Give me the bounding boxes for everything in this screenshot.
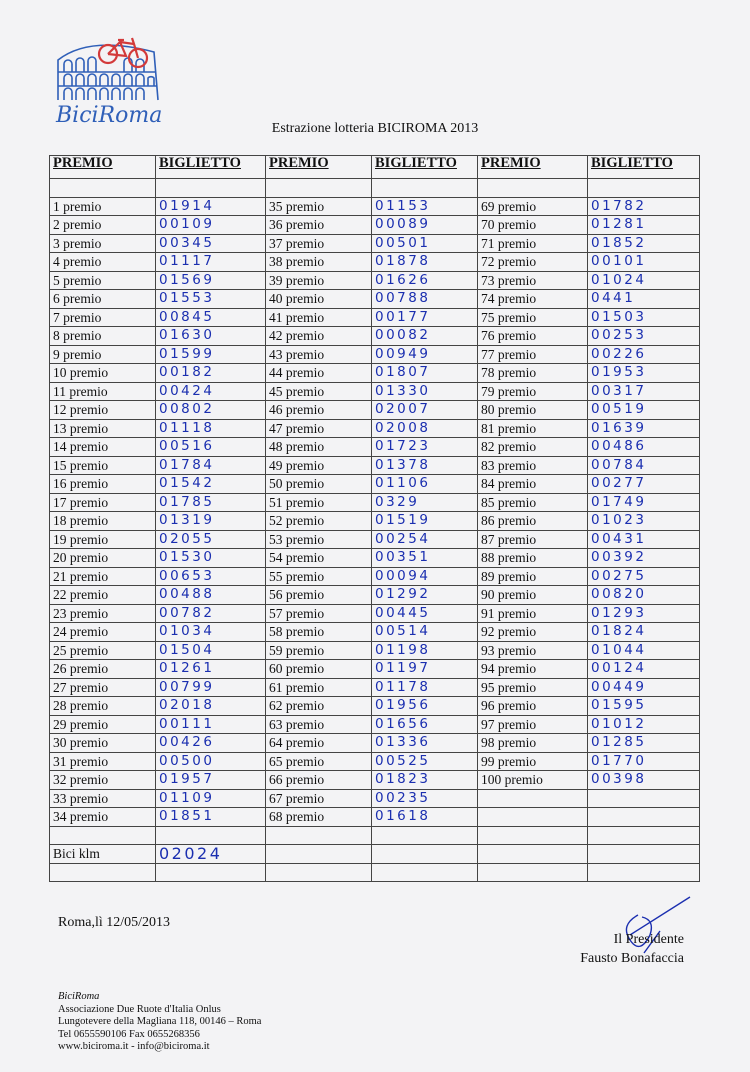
table-header-row [50, 156, 700, 179]
prize-label: 30 premio [50, 734, 156, 753]
prize-label: 79 premio [478, 382, 588, 401]
prize-label: 47 premio [266, 419, 372, 438]
prize-label: 78 premio [478, 364, 588, 383]
prize-label: 92 premio [478, 623, 588, 642]
prize-label: 31 premio [50, 752, 156, 771]
ticket-number: 00802 [156, 401, 266, 420]
ticket-number: 01599 [156, 345, 266, 364]
prize-label: 42 premio [266, 327, 372, 346]
ticket-number [588, 808, 700, 827]
table-row [50, 715, 700, 734]
prize-label: 8 premio [50, 327, 156, 346]
ticket-number: 02055 [156, 530, 266, 549]
prize-label: 9 premio [50, 345, 156, 364]
ticket-number: 01034 [156, 623, 266, 642]
ticket-number: 00277 [588, 475, 700, 494]
prize-label: 67 premio [266, 789, 372, 808]
ticket-number: 01749 [588, 493, 700, 512]
prize-label: 26 premio [50, 660, 156, 679]
header-biglietto: BIGLIETTO [372, 156, 478, 179]
prize-label: 63 premio [266, 715, 372, 734]
ticket-number: 01553 [156, 290, 266, 309]
ticket-number: 01782 [588, 197, 700, 216]
ticket-number: 00351 [372, 549, 478, 568]
ticket-number: 00949 [372, 345, 478, 364]
prize-label: 45 premio [266, 382, 372, 401]
table-row [50, 752, 700, 771]
svg-text:BiciRoma: BiciRoma [56, 103, 163, 128]
footer-line: www.biciroma.it - info@biciroma.it [58, 1041, 210, 1052]
ticket-number: 01639 [588, 419, 700, 438]
signature-role: Il Presidente [613, 932, 684, 947]
footer-line: Tel 0655590106 Fax 0655268356 [58, 1028, 200, 1040]
ticket-number: 01630 [156, 327, 266, 346]
ticket-number: 01784 [156, 456, 266, 475]
prize-label: 3 premio [50, 234, 156, 253]
prize-label: 15 premio [50, 456, 156, 475]
ticket-number: 01281 [588, 216, 700, 235]
prize-label: 21 premio [50, 567, 156, 586]
prize-label: 96 premio [478, 697, 588, 716]
prize-label: 54 premio [266, 549, 372, 568]
prize-label: 94 premio [478, 660, 588, 679]
ticket-number: 00182 [156, 364, 266, 383]
footer-line: Lungotevere della Magliana 118, 00146 – Roma [58, 1016, 262, 1027]
spacer-row [50, 179, 700, 198]
ticket-number: 01330 [372, 382, 478, 401]
prize-label: 5 premio [50, 271, 156, 290]
table-row [50, 216, 700, 235]
ticket-number: 00089 [372, 216, 478, 235]
table-row [50, 456, 700, 475]
prize-label: 75 premio [478, 308, 588, 327]
prize-label: 91 premio [478, 604, 588, 623]
lottery-table [49, 155, 700, 882]
prize-label: 51 premio [266, 493, 372, 512]
footer-line: Associazione Due Ruote d'Italia Onlus [58, 1003, 221, 1015]
table-row [50, 475, 700, 494]
prize-label: 60 premio [266, 660, 372, 679]
table-row [50, 623, 700, 642]
ticket-number: 00082 [372, 327, 478, 346]
ticket-number: 0441 [588, 290, 700, 309]
ticket-number: 00788 [372, 290, 478, 309]
table-row [50, 234, 700, 253]
prize-label: 84 premio [478, 475, 588, 494]
ticket-number: 01118 [156, 419, 266, 438]
ticket-number: 00177 [372, 308, 478, 327]
ticket-number: 00525 [372, 752, 478, 771]
prize-label: 86 premio [478, 512, 588, 531]
prize-label: 49 premio [266, 456, 372, 475]
prize-label: 12 premio [50, 401, 156, 420]
table-row [50, 734, 700, 753]
prize-label: 99 premio [478, 752, 588, 771]
ticket-number: 0329 [372, 493, 478, 512]
ticket-number: 01785 [156, 493, 266, 512]
prize-label: 64 premio [266, 734, 372, 753]
ticket-number: 01530 [156, 549, 266, 568]
ticket-number: 00101 [588, 253, 700, 272]
prize-label: 6 premio [50, 290, 156, 309]
prize-label: 70 premio [478, 216, 588, 235]
prize-label: 73 premio [478, 271, 588, 290]
prize-label: 46 premio [266, 401, 372, 420]
prize-label: 57 premio [266, 604, 372, 623]
ticket-number: 01656 [372, 715, 478, 734]
ticket-number: 01109 [156, 789, 266, 808]
ticket-number: 01117 [156, 253, 266, 272]
prize-label: 66 premio [266, 771, 372, 790]
ticket-number: 01824 [588, 623, 700, 642]
ticket-number: 00398 [588, 771, 700, 790]
table-row [50, 382, 700, 401]
prize-label: 39 premio [266, 271, 372, 290]
prize-label: 11 premio [50, 382, 156, 401]
prize-label: 52 premio [266, 512, 372, 531]
ticket-number: 01292 [372, 586, 478, 605]
prize-label: 7 premio [50, 308, 156, 327]
ticket-number: 00094 [372, 567, 478, 586]
prize-label: 69 premio [478, 197, 588, 216]
ticket-number [588, 789, 700, 808]
prize-label: 53 premio [266, 530, 372, 549]
prize-label: 22 premio [50, 586, 156, 605]
prize-label: 34 premio [50, 808, 156, 827]
prize-label: 62 premio [266, 697, 372, 716]
ticket-number: 00799 [156, 678, 266, 697]
prize-label: 41 premio [266, 308, 372, 327]
prize-label: 24 premio [50, 623, 156, 642]
ticket-number: 01504 [156, 641, 266, 660]
ticket-number: 01293 [588, 604, 700, 623]
ticket-number: 00275 [588, 567, 700, 586]
prize-label: 88 premio [478, 549, 588, 568]
ticket-number: 01956 [372, 697, 478, 716]
ticket-number: 01618 [372, 808, 478, 827]
ticket-number: 01914 [156, 197, 266, 216]
prize-label: 97 premio [478, 715, 588, 734]
ticket-number: 02007 [372, 401, 478, 420]
table-row [50, 789, 700, 808]
footer-org: BiciRoma [58, 991, 100, 1002]
table-row [50, 364, 700, 383]
prize-label: 2 premio [50, 216, 156, 235]
table-row [50, 549, 700, 568]
ticket-number: 00253 [588, 327, 700, 346]
prize-label: 76 premio [478, 327, 588, 346]
prize-label: 82 premio [478, 438, 588, 457]
ticket-number: 00235 [372, 789, 478, 808]
prize-label: 25 premio [50, 641, 156, 660]
ticket-number: 00345 [156, 234, 266, 253]
prize-label: 90 premio [478, 586, 588, 605]
ticket-number: 00519 [588, 401, 700, 420]
ticket-number: 00782 [156, 604, 266, 623]
table-row [50, 197, 700, 216]
table-row [50, 290, 700, 309]
ticket-number: 00514 [372, 623, 478, 642]
ticket-number: 01044 [588, 641, 700, 660]
prize-label: 95 premio [478, 678, 588, 697]
ticket-number: 00784 [588, 456, 700, 475]
ticket-number: 00486 [588, 438, 700, 457]
ticket-number: 01542 [156, 475, 266, 494]
ticket-number: 01807 [372, 364, 478, 383]
prize-label [478, 808, 588, 827]
ticket-number: 01503 [588, 308, 700, 327]
prize-label: 19 premio [50, 530, 156, 549]
table-row [50, 808, 700, 827]
prize-label: 43 premio [266, 345, 372, 364]
prize-label: 36 premio [266, 216, 372, 235]
table-row [50, 660, 700, 679]
prize-label: 48 premio [266, 438, 372, 457]
ticket-number: 01595 [588, 697, 700, 716]
biciroma-logo [50, 30, 165, 130]
footer [58, 991, 261, 1054]
prize-label: 18 premio [50, 512, 156, 531]
prize-label: 80 premio [478, 401, 588, 420]
table-row [50, 771, 700, 790]
signature-name: Fausto Bonafaccia [580, 951, 684, 966]
ticket-number: 02018 [156, 697, 266, 716]
ticket-number: 01319 [156, 512, 266, 531]
prize-label [478, 789, 588, 808]
table-row [50, 567, 700, 586]
ticket-number: 00109 [156, 216, 266, 235]
prize-label: 61 premio [266, 678, 372, 697]
table-row [50, 308, 700, 327]
ticket-number: 01285 [588, 734, 700, 753]
ticket-number: 01823 [372, 771, 478, 790]
table-row [50, 604, 700, 623]
table-row [50, 419, 700, 438]
prize-label: 37 premio [266, 234, 372, 253]
ticket-number: 01336 [372, 734, 478, 753]
ticket-number: 01569 [156, 271, 266, 290]
ticket-number: 00426 [156, 734, 266, 753]
spacer-row [50, 826, 700, 845]
header-biglietto: BIGLIETTO [588, 156, 700, 179]
ticket-number: 00445 [372, 604, 478, 623]
bici-label: Bici klm [50, 845, 156, 864]
document-title: Estrazione lotteria BICIROMA 2013 [271, 121, 479, 136]
table-row [50, 327, 700, 346]
table-row [50, 271, 700, 290]
prize-label: 89 premio [478, 567, 588, 586]
prize-label: 93 premio [478, 641, 588, 660]
ticket-number: 00424 [156, 382, 266, 401]
prize-label: 71 premio [478, 234, 588, 253]
prize-label: 72 premio [478, 253, 588, 272]
table-row [50, 641, 700, 660]
ticket-number: 00488 [156, 586, 266, 605]
prize-label: 58 premio [266, 623, 372, 642]
prize-label: 4 premio [50, 253, 156, 272]
ticket-number: 00653 [156, 567, 266, 586]
ticket-number: 00449 [588, 678, 700, 697]
ticket-number: 01723 [372, 438, 478, 457]
header-premio: PREMIO [50, 156, 156, 179]
ticket-number: 01198 [372, 641, 478, 660]
ticket-number: 00254 [372, 530, 478, 549]
prize-label: 29 premio [50, 715, 156, 734]
table-row [50, 401, 700, 420]
ticket-number: 01957 [156, 771, 266, 790]
table-row [50, 586, 700, 605]
prize-label: 50 premio [266, 475, 372, 494]
ticket-number: 01519 [372, 512, 478, 531]
prize-label: 98 premio [478, 734, 588, 753]
prize-label: 85 premio [478, 493, 588, 512]
ticket-number: 00845 [156, 308, 266, 327]
ticket-number: 01024 [588, 271, 700, 290]
prize-label: 55 premio [266, 567, 372, 586]
ticket-number: 01851 [156, 808, 266, 827]
ticket-number: 00111 [156, 715, 266, 734]
table-row [50, 678, 700, 697]
prize-label: 13 premio [50, 419, 156, 438]
table-row [50, 345, 700, 364]
prize-label: 17 premio [50, 493, 156, 512]
ticket-number: 01626 [372, 271, 478, 290]
ticket-number: 00820 [588, 586, 700, 605]
prize-label: 16 premio [50, 475, 156, 494]
prize-label: 44 premio [266, 364, 372, 383]
ticket-number: 01153 [372, 197, 478, 216]
ticket-number: 01770 [588, 752, 700, 771]
signature-block [580, 930, 684, 968]
ticket-number: 00501 [372, 234, 478, 253]
header-premio: PREMIO [266, 156, 372, 179]
ticket-number: 00124 [588, 660, 700, 679]
ticket-number: 01012 [588, 715, 700, 734]
prize-label: 1 premio [50, 197, 156, 216]
prize-label: 59 premio [266, 641, 372, 660]
prize-label: 40 premio [266, 290, 372, 309]
table-row [50, 253, 700, 272]
ticket-number: 01953 [588, 364, 700, 383]
ticket-number: 00431 [588, 530, 700, 549]
ticket-number: 00516 [156, 438, 266, 457]
prize-label: 65 premio [266, 752, 372, 771]
prize-label: 81 premio [478, 419, 588, 438]
bici-ticket: 02024 [156, 845, 266, 864]
date-line: Roma,lì 12/05/2013 [58, 915, 170, 930]
prize-label: 68 premio [266, 808, 372, 827]
prize-label: 32 premio [50, 771, 156, 790]
prize-label: 74 premio [478, 290, 588, 309]
table-row [50, 530, 700, 549]
table-row [50, 512, 700, 531]
spacer-row [50, 863, 700, 882]
prize-label: 27 premio [50, 678, 156, 697]
ticket-number: 00317 [588, 382, 700, 401]
ticket-number: 00392 [588, 549, 700, 568]
table-row [50, 697, 700, 716]
ticket-number: 01106 [372, 475, 478, 494]
prize-label: 14 premio [50, 438, 156, 457]
prize-label: 28 premio [50, 697, 156, 716]
ticket-number: 00226 [588, 345, 700, 364]
ticket-number: 01023 [588, 512, 700, 531]
prize-label: 83 premio [478, 456, 588, 475]
bici-row [50, 845, 700, 864]
ticket-number: 01261 [156, 660, 266, 679]
prize-label: 87 premio [478, 530, 588, 549]
ticket-number: 01378 [372, 456, 478, 475]
prize-label: 20 premio [50, 549, 156, 568]
prize-label: 35 premio [266, 197, 372, 216]
prize-label: 38 premio [266, 253, 372, 272]
ticket-number: 01878 [372, 253, 478, 272]
prize-label: 23 premio [50, 604, 156, 623]
ticket-number: 01178 [372, 678, 478, 697]
ticket-number: 01852 [588, 234, 700, 253]
header-premio: PREMIO [478, 156, 588, 179]
ticket-number: 01197 [372, 660, 478, 679]
table-row [50, 438, 700, 457]
prize-label: 77 premio [478, 345, 588, 364]
table-row [50, 493, 700, 512]
ticket-number: 02008 [372, 419, 478, 438]
prize-label: 33 premio [50, 789, 156, 808]
prize-label: 56 premio [266, 586, 372, 605]
prize-label: 10 premio [50, 364, 156, 383]
header-biglietto: BIGLIETTO [156, 156, 266, 179]
prize-label: 100 premio [478, 771, 588, 790]
ticket-number: 00500 [156, 752, 266, 771]
